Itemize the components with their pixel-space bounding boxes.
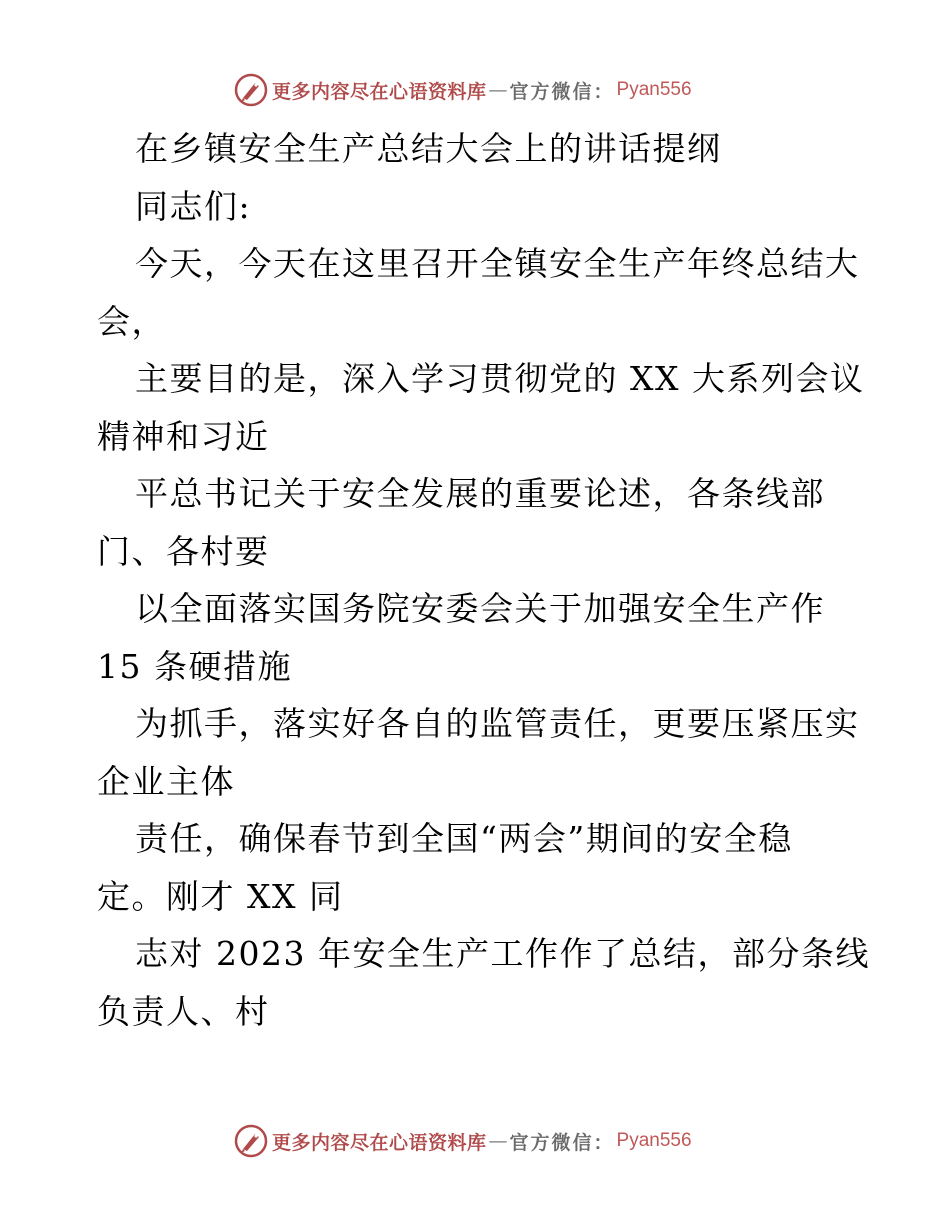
doc-line: 15 条硬措施 bbox=[97, 646, 292, 686]
doc-line: 定。刚才 XX 同 bbox=[97, 876, 344, 916]
doc-line: 负责人、村 bbox=[97, 991, 270, 1031]
document-body bbox=[97, 120, 870, 1040]
watermark-separator: — bbox=[488, 79, 508, 101]
doc-line: 为抓手，落实好各自的监管责任，更要压紧压实 bbox=[135, 704, 860, 743]
header-watermark bbox=[234, 72, 714, 108]
doc-line: 志对 2023 年安全生产工作作了总结，部分条线 bbox=[135, 934, 870, 973]
doc-line: 会， bbox=[97, 301, 166, 341]
doc-line: 企业主体 bbox=[97, 761, 235, 801]
watermark-site-text: 更多内容尽在心语资料库 bbox=[272, 80, 487, 103]
doc-line: 责任，确保春节到全国“两会”期间的安全稳 bbox=[135, 819, 793, 858]
watermark-label: 官方微信： bbox=[509, 1131, 615, 1154]
doc-line: 精神和习近 bbox=[97, 416, 270, 456]
pen-nib-logo-icon bbox=[234, 1124, 268, 1158]
doc-line: 以全面落实国务院安委会关于加强安全生产作 bbox=[135, 589, 825, 628]
watermark-wechat-id: Pyan556 bbox=[616, 1130, 692, 1151]
doc-line: 门、各村要 bbox=[97, 531, 270, 571]
footer-watermark bbox=[234, 1123, 714, 1159]
doc-line: 主要目的是，深入学习贯彻党的 XX 大系列会议 bbox=[135, 359, 865, 398]
watermark-label: 官方微信： bbox=[509, 80, 615, 103]
watermark-wechat-id: Pyan556 bbox=[616, 79, 692, 100]
watermark-site-text: 更多内容尽在心语资料库 bbox=[272, 1131, 487, 1154]
pen-nib-logo-icon bbox=[234, 73, 268, 107]
doc-line: 平总书记关于安全发展的重要论述，各条线部 bbox=[135, 474, 825, 513]
doc-salutation: 同志们: bbox=[135, 186, 252, 226]
watermark-separator: — bbox=[488, 1130, 508, 1152]
doc-line: 今天，今天在这里召开全镇安全生产年终总结大 bbox=[135, 244, 860, 283]
doc-title: 在乡镇安全生产总结大会上的讲话提纲 bbox=[135, 129, 722, 168]
